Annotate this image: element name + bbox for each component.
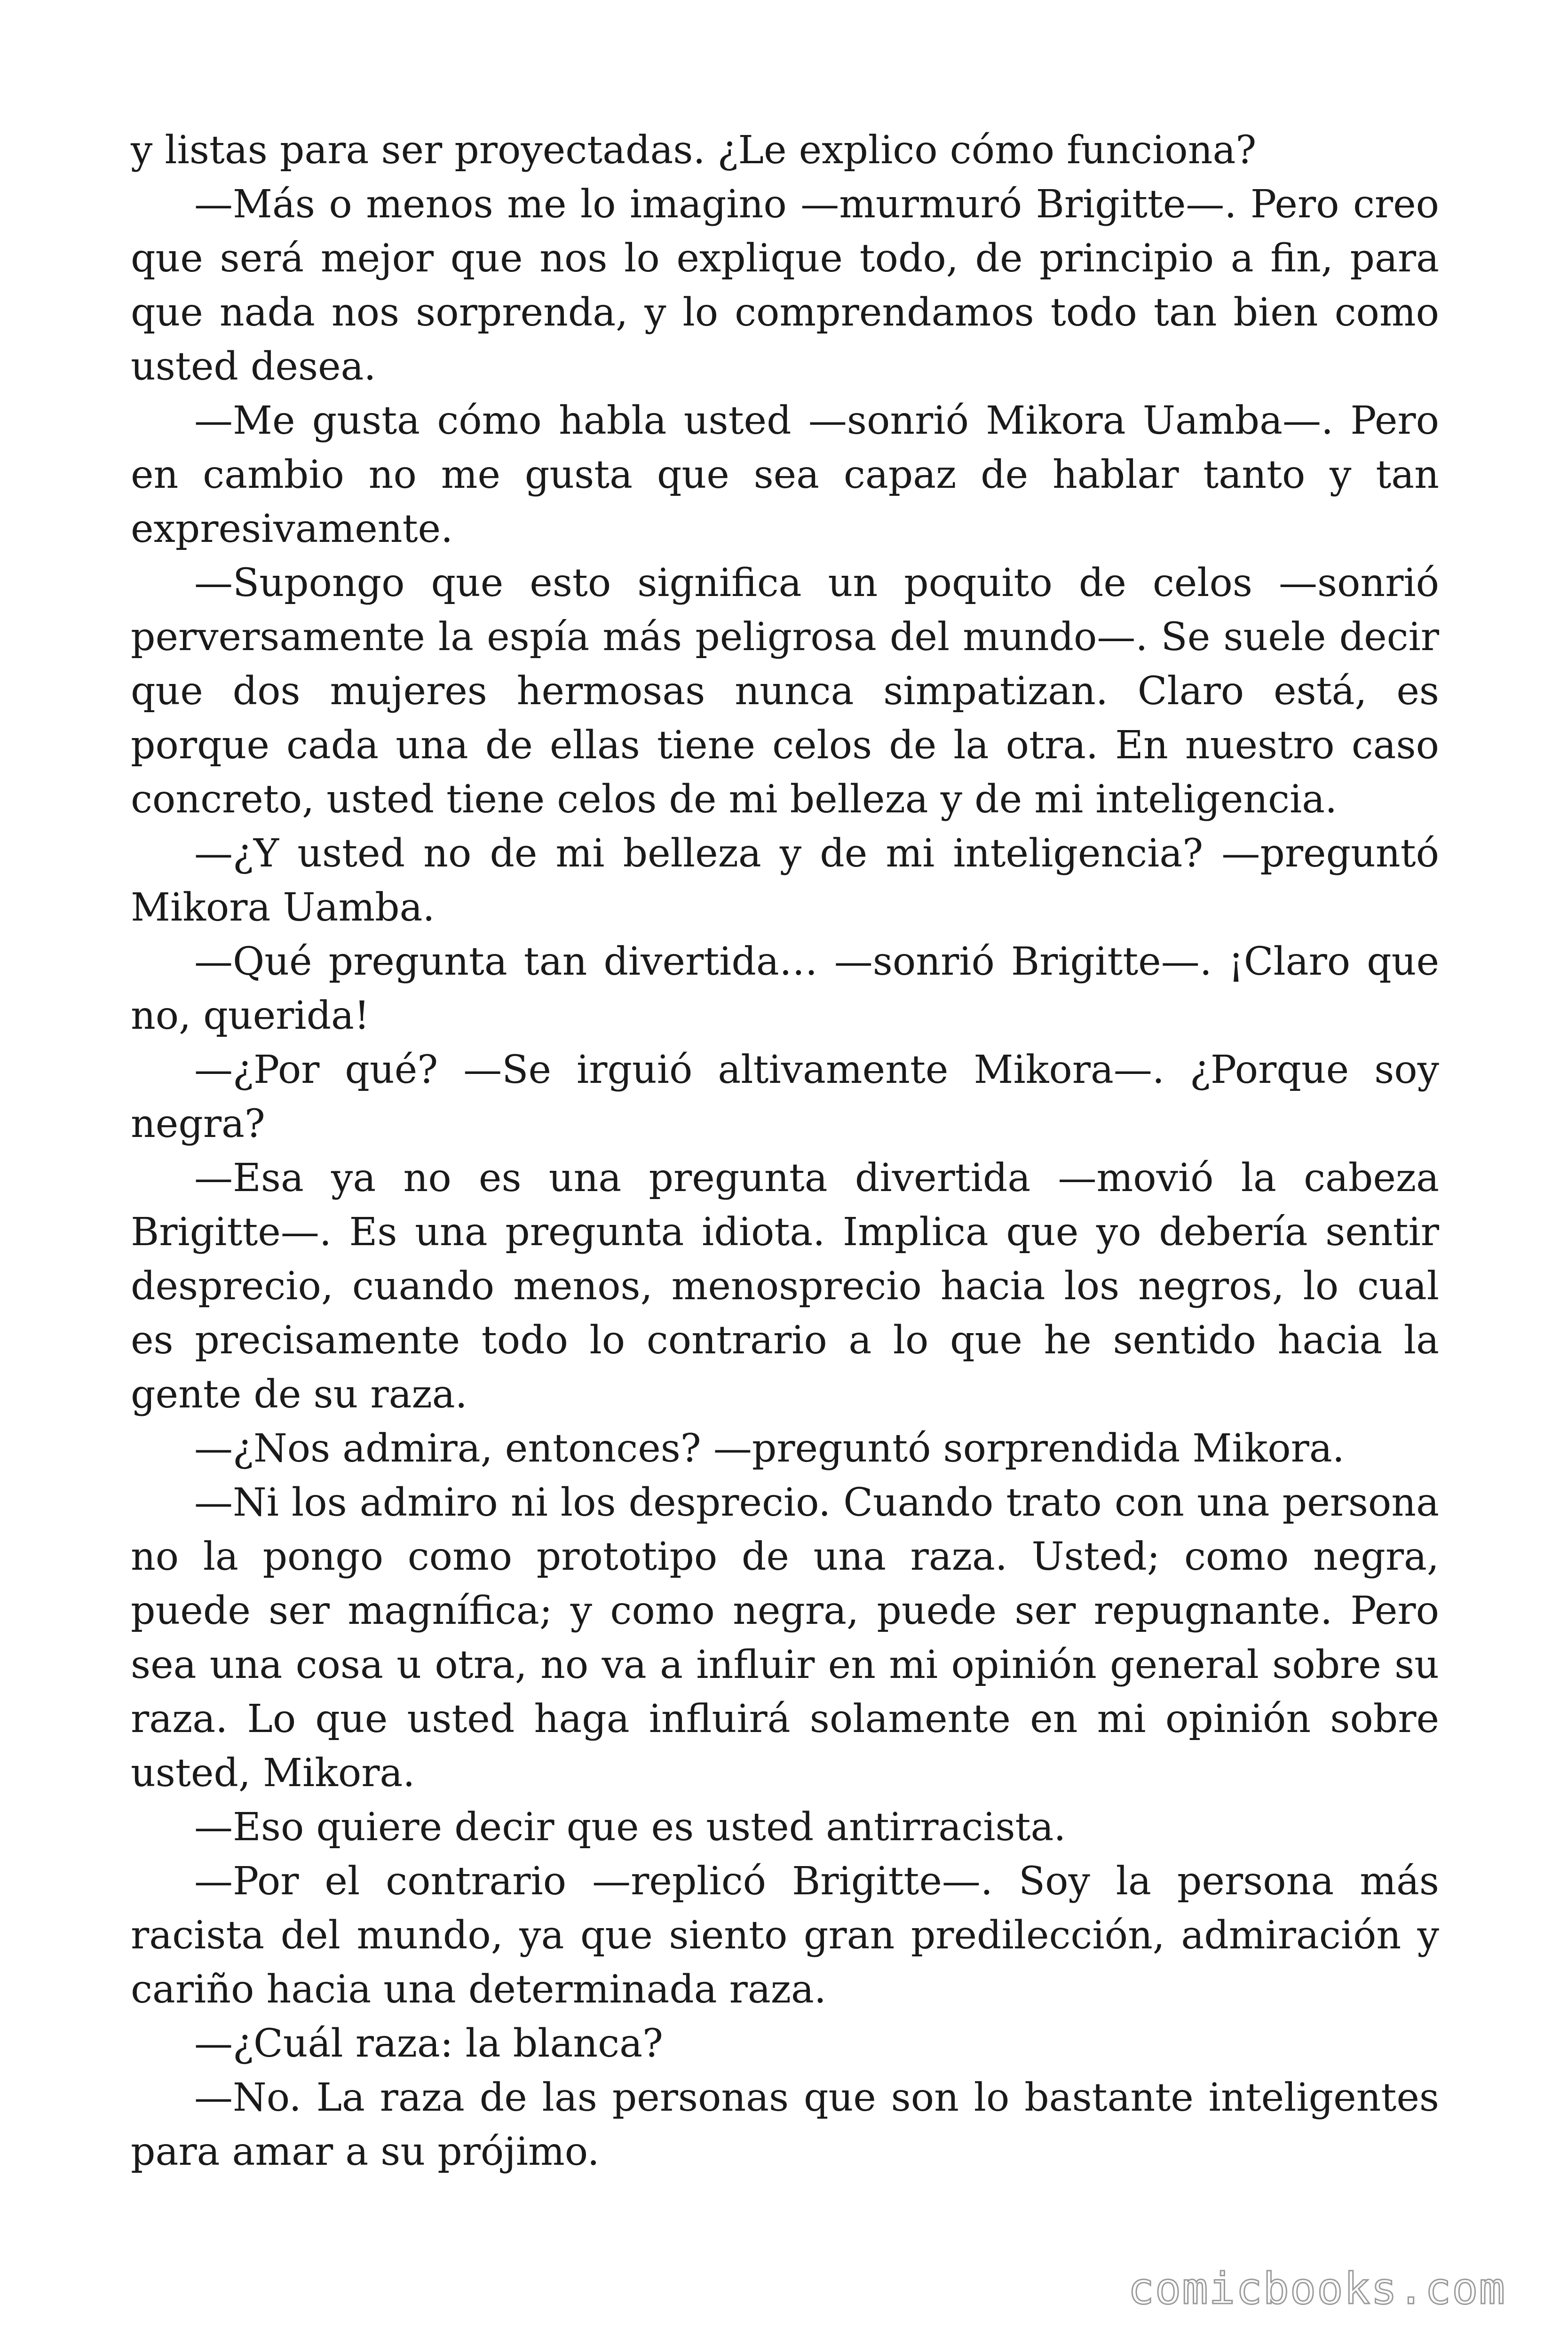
paragraph-1: y listas para ser proyectadas. ¿Le explico cómo funciona? <box>131 128 1257 173</box>
paragraph-7: —¿Por qué? —Se irguió altivamente Mikora—. ¿Porque soy negra? <box>131 1048 1439 1146</box>
paragraph-14: —No. La raza de las personas que son lo bastante inteligentes para amar a su prójimo. <box>131 2075 1439 2174</box>
paragraph-13: —¿Cuál raza: la blanca? <box>194 2021 663 2066</box>
paragraph-3: —Me gusta cómo habla usted —sonrió Mikora Uamba—. Pero en cambio no me gusta que sea capaz de hablar tanto y tan expresivamente. <box>131 398 1439 551</box>
paragraph-8: —Esa ya no es una pregunta divertida —movió la cabeza Brigitte—. Es una pregunta idiota. Implica que yo debería sentir desprecio, cuando menos, menosprecio hacia los negros, lo cual es precisamente todo lo contrario a lo que he sentido hacia la gente de su raza. <box>131 1156 1439 1417</box>
paragraph-4: —Supongo que esto significa un poquito de celos —sonrió perversamente la espía más peligrosa del mundo—. Se suele decir que dos mujeres hermosas nunca simpatizan. Claro está, es porque cada una de ellas tiene celos de la otra. En nuestro caso concreto, usted tiene celos de mi belleza y de mi inteligencia. <box>131 561 1439 822</box>
paragraph-9: —¿Nos admira, entonces? —preguntó sorprendida Mikora. <box>194 1426 1345 1471</box>
paragraph-6: —Qué pregunta tan divertida… —sonrió Brigitte—. ¡Claro que no, querida! <box>131 939 1439 1038</box>
paragraph-10: —Ni los admiro ni los desprecio. Cuando trato con una persona no la pongo como prototipo de una raza. Usted; como negra, puede ser magnífica; y como negra, puede ser repugnante. Pero sea una cosa u otra, no va a influir en mi opinión general sobre su raza. Lo que usted haga influirá solamente en mi opinión sobre usted, Mikora. <box>131 1480 1439 1796</box>
paragraph-2: —Más o menos me lo imagino —murmuró Brigitte—. Pero creo que será mejor que nos lo explique todo, de principio a fin, para que nada nos sorprenda, y lo comprendamos todo tan bien como usted desea. <box>131 182 1439 389</box>
watermark: comicbooks.com <box>1128 2264 1506 2314</box>
paragraph-12: —Por el contrario —replicó Brigitte—. Soy la persona más racista del mundo, ya que siento gran predilección, admiración y cariño hacia una determinada raza. <box>131 1859 1439 2012</box>
paragraph-11: —Eso quiere decir que es usted antirracista. <box>194 1805 1066 1850</box>
paragraph-5: —¿Y usted no de mi belleza y de mi inteligencia? —preguntó Mikora Uamba. <box>131 831 1439 930</box>
page-body <box>131 123 1439 2179</box>
